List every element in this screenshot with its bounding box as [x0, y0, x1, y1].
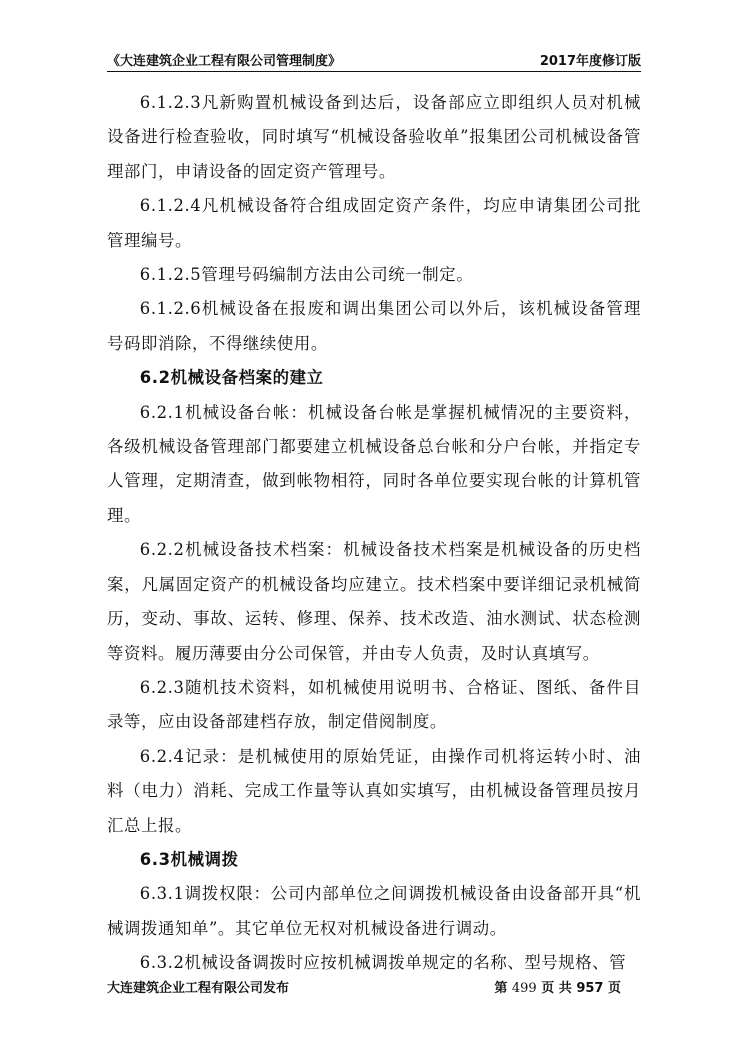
section-heading-6-2: 6.2机械设备档案的建立: [139, 368, 324, 388]
page-body: [107, 86, 641, 981]
page-footer: [107, 977, 641, 997]
page-number: 499: [511, 981, 537, 996]
page-header: [107, 50, 641, 70]
page-mid: 页 共: [541, 981, 572, 996]
paragraph-6-2-2: 6.2.2机械设备技术档案：机械设备技术档案是机械设备的历史档案，凡属固定资产的机械设备均应建立。技术档案中要详细记录机械简历，变动、事故、运转、修理、保养、技术改造、油水测试、状态检测等资料。履历薄要由分公司保管，并由专人负责，及时认真填写。: [107, 540, 641, 663]
paragraph-6-1-2-3: 6.1.2.3凡新购置机械设备到达后，设备部应立即组织人员对机械设备进行检查验收，同时填写“机械设备验收单”报集团公司机械设备管理部门，申请设备的固定资产管理号。: [107, 93, 641, 181]
page-counter: [494, 977, 621, 996]
footer-publisher: 大连建筑企业工程有限公司发布: [107, 981, 290, 996]
paragraph-6-1-2-6: 6.1.2.6机械设备在报废和调出集团公司以外后，该机械设备管理号码即消除，不得继续使用。: [107, 299, 641, 353]
page-suffix: 页: [607, 981, 621, 996]
header-title: 《大连建筑企业工程有限公司管理制度》: [107, 54, 342, 69]
header-rule: [107, 71, 641, 72]
paragraph-6-3-1: 6.3.1调拨权限：公司内部单位之间调拨机械设备由设备部开具“机械调拨通知单”。其它单位无权对机械设备进行调动。: [107, 884, 641, 938]
paragraph-6-1-2-5: 6.1.2.5管理号码编制方法由公司统一制定。: [139, 265, 474, 285]
paragraph-6-2-4: 6.2.4记录：是机械使用的原始凭证，由操作司机将运转小时、油料（电力）消耗、完成工作量等认真如实填写，由机械设备管理员按月汇总上报。: [107, 746, 641, 835]
page-total: 957: [576, 981, 604, 996]
paragraph-6-2-1: 6.2.1机械设备台帐：机械设备台帐是掌握机械情况的主要资料，各级机械设备管理部门都要建立机械设备总台帐和分户台帐，并指定专人管理，定期清查，做到帐物相符，同时各单位要实现台帐的计算机管理。: [107, 402, 641, 525]
section-heading-6-3: 6.3机械调拨: [139, 849, 239, 869]
paragraph-6-2-3: 6.2.3随机技术资料，如机械使用说明书、合格证、图纸、备件目录等，应由设备部建档存放，制定借阅制度。: [107, 677, 641, 732]
header-edition: 2017年度修订版: [539, 54, 641, 69]
paragraph-6-3-2: 6.3.2机械设备调拨时应按机械调拨单规定的名称、型号规格、管: [139, 953, 627, 973]
page-prefix: 第: [494, 981, 508, 996]
paragraph-6-1-2-4: 6.1.2.4凡机械设备符合组成固定资产条件，均应申请集团公司批管理编号。: [107, 196, 641, 250]
